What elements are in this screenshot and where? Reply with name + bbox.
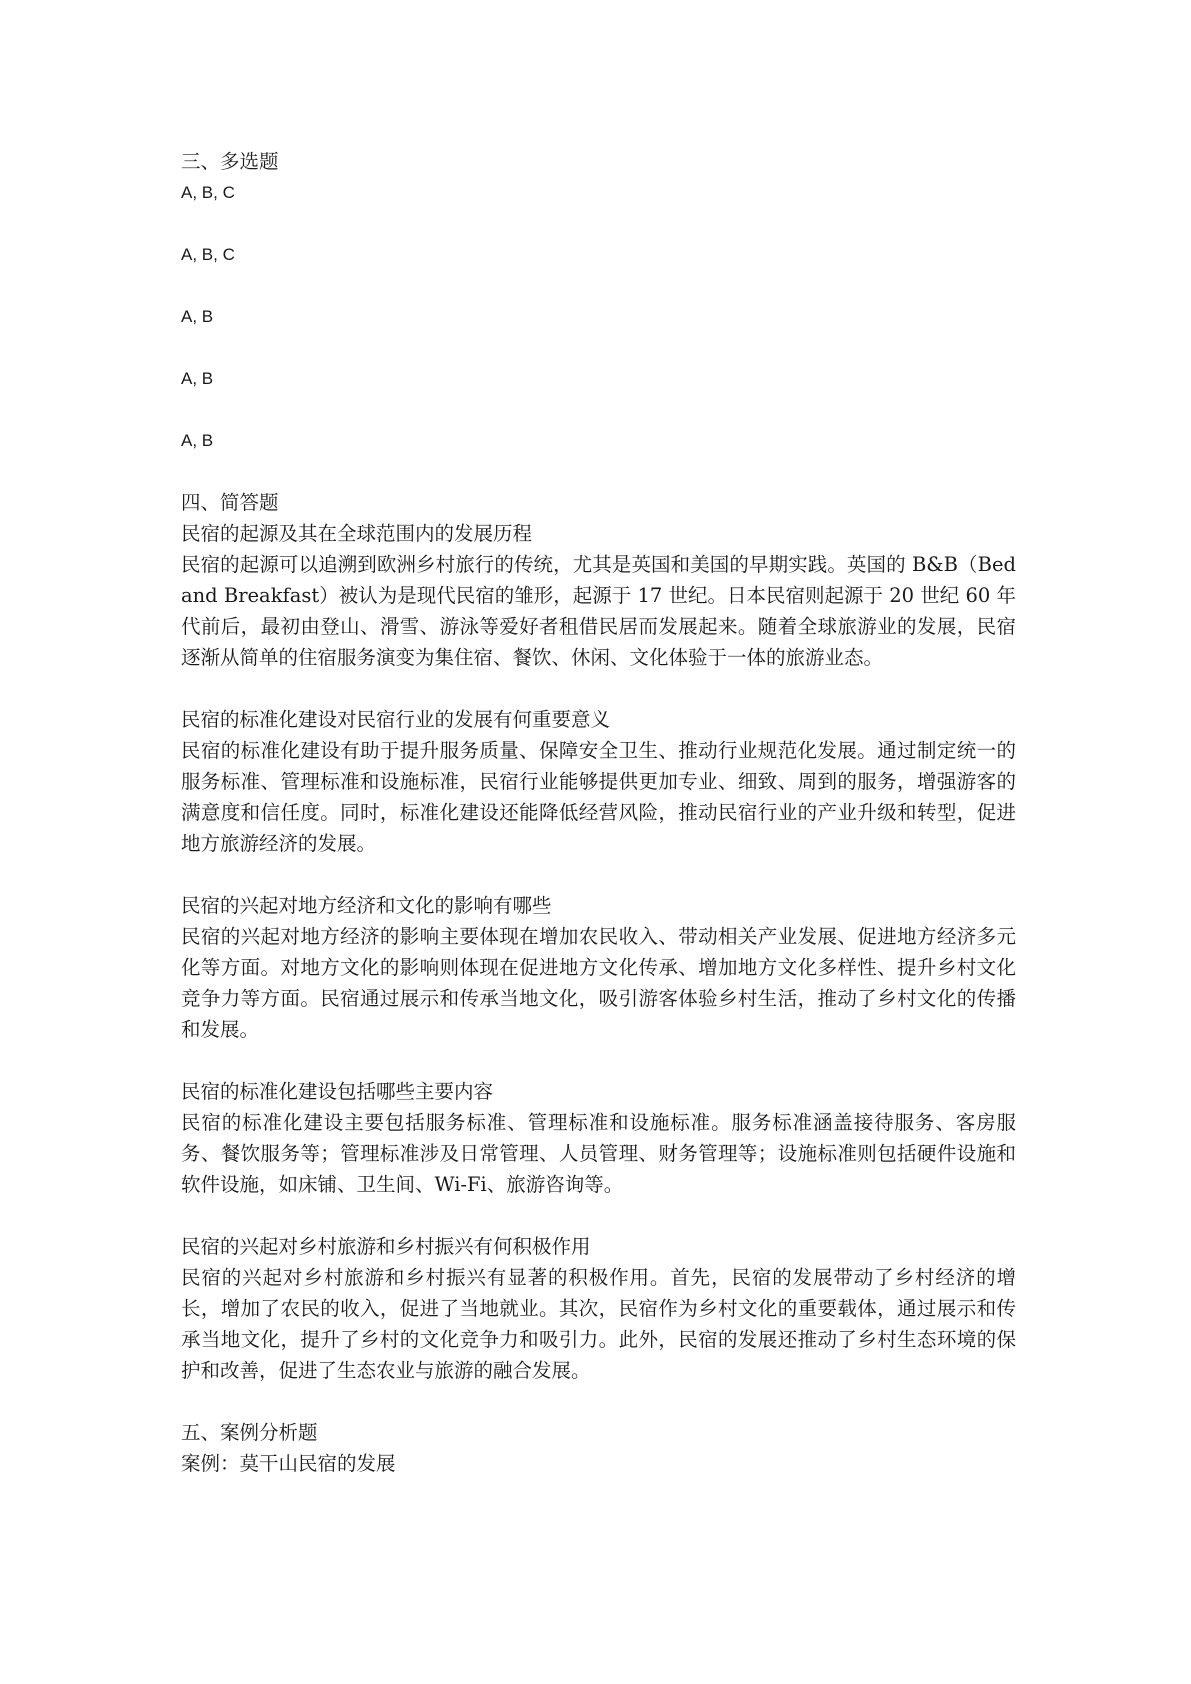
section-heading-multiple-choice: 三、多选题 — [181, 150, 279, 173]
document-page — [181, 146, 1016, 1479]
answer-paragraph: 民宿的兴起对乡村旅游和乡村振兴有显著的积极作用。首先，民宿的发展带动了乡村经济的增长，增加了农民的收入，促进了当地就业。其次，民宿作为乡村文化的重要载体，通过展示和传承当地文化，提升了乡村的文化竞争力和吸引力。此外，民宿的发展还推动了乡村生态环境的保护和改善，促进了生态农业与旅游的融合发展。 — [181, 1266, 1016, 1382]
answer-paragraph: 民宿的起源可以追溯到欧洲乡村旅行的传统，尤其是英国和美国的早期实践。英国的 B&B（Bed and Breakfast）被认为是现代民宿的雏形，起源于 17 世纪。日本民宿则起源于 20 世纪 60 年代前后，最初由登山、滑雪、游泳等爱好者租借民居而发展起来。随着全球旅游业的发展，民宿逐渐从简单的住宿服务演变为集住宿、餐饮、休闲、文化体验于一体的旅游业态。 — [181, 553, 1016, 669]
answer-5: A, B — [181, 431, 214, 450]
answer-3: A, B — [181, 307, 214, 326]
section-heading-case-analysis: 五、案例分析题 — [181, 1421, 318, 1444]
qa-item-2 — [181, 704, 1016, 859]
answer-paragraph: 民宿的兴起对地方经济的影响主要体现在增加农民收入、带动相关产业发展、促进地方经济多元化等方面。对地方文化的影响则体现在促进地方文化传承、增加地方文化多样性、提升乡村文化竞争力等方面。民宿通过展示和传承当地文化，吸引游客体验乡村生活，推动了乡村文化的传播和发展。 — [181, 925, 1016, 1041]
answer-4: A, B — [181, 369, 214, 388]
qa-item-3 — [181, 890, 1016, 1045]
answer-paragraph: 民宿的标准化建设有助于提升服务质量、保障安全卫生、推动行业规范化发展。通过制定统一的服务标准、管理标准和设施标准，民宿行业能够提供更加专业、细致、周到的服务，增强游客的满意度和信任度。同时，标准化建设还能降低经营风险，推动民宿行业的产业升级和转型，促进地方旅游经济的发展。 — [181, 739, 1016, 855]
answer-1: A, B, C — [181, 183, 235, 202]
answer-2: A, B, C — [181, 245, 235, 264]
qa-item-4 — [181, 1076, 1016, 1200]
question-title: 民宿的起源及其在全球范围内的发展历程 — [181, 522, 533, 545]
question-title: 民宿的兴起对地方经济和文化的影响有哪些 — [181, 894, 552, 917]
qa-item-5 — [181, 1231, 1016, 1386]
qa-item-1 — [181, 518, 1016, 673]
question-title: 民宿的标准化建设包括哪些主要内容 — [181, 1080, 494, 1103]
question-title: 民宿的兴起对乡村旅游和乡村振兴有何积极作用 — [181, 1235, 591, 1258]
section-heading-short-answer: 四、简答题 — [181, 491, 279, 514]
answer-paragraph: 民宿的标准化建设主要包括服务标准、管理标准和设施标准。服务标准涵盖接待服务、客房服务、餐饮服务等；管理标准涉及日常管理、人员管理、财务管理等；设施标准则包括硬件设施和软件设施，如床铺、卫生间、Wi-Fi、旅游咨询等。 — [181, 1111, 1016, 1196]
case-title: 案例：莫干山民宿的发展 — [181, 1452, 396, 1475]
question-title: 民宿的标准化建设对民宿行业的发展有何重要意义 — [181, 708, 611, 731]
answer-list — [181, 177, 1016, 456]
